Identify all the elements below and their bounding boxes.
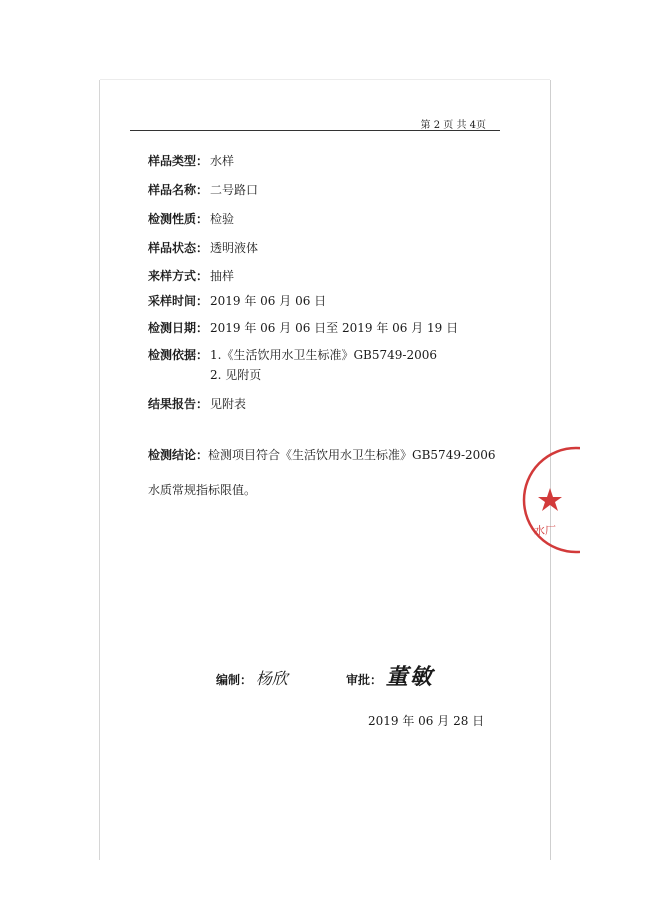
editor-sign — [216, 666, 288, 689]
basis-item: 2. 见附页 — [210, 368, 262, 382]
approver-label: 审批： — [346, 673, 383, 687]
issue-date: 2019 年 06 月 28 日 — [368, 714, 485, 728]
conclusion-continuation: 水质常规指标限值。 — [148, 483, 257, 497]
test-conclusion — [148, 446, 496, 463]
field-value: 抽样 — [210, 269, 235, 283]
field-label: 检测依据： — [148, 348, 209, 362]
field-sampling-method — [148, 267, 234, 284]
field-label: 样品名称： — [148, 183, 209, 197]
page-indicator: 第 2 页 共 4页 — [420, 120, 486, 131]
field-sampling-time — [148, 292, 326, 309]
field-label: 样品状态： — [148, 241, 209, 255]
editor-signature: 杨欣 — [255, 669, 288, 688]
field-test-nature — [148, 210, 234, 227]
field-sample-type — [148, 152, 234, 169]
basis-list — [210, 346, 437, 383]
field-label: 采样时间： — [148, 294, 209, 308]
conclusion-label: 检测结论： — [148, 448, 209, 462]
field-label: 样品类型： — [148, 154, 209, 168]
field-result-report — [148, 395, 246, 412]
field-value: 水样 — [210, 154, 235, 168]
field-test-basis — [148, 346, 437, 383]
field-label: 检测日期： — [148, 321, 209, 335]
field-test-date — [148, 319, 458, 336]
official-seal-stamp — [520, 440, 580, 560]
seal-star-icon — [538, 488, 562, 511]
seal-graphic — [520, 440, 580, 560]
field-sample-state — [148, 239, 258, 256]
field-label: 检测性质： — [148, 212, 209, 226]
approver-sign — [346, 660, 434, 691]
page-header — [130, 116, 500, 131]
field-label: 结果报告： — [148, 397, 209, 411]
field-value: 2019 年 06 月 06 日至 2019 年 06 月 19 日 — [210, 321, 459, 335]
basis-item: 1.《生活饮用水卫生标准》GB5749-2006 — [210, 348, 437, 362]
approver-signature: 董敏 — [385, 664, 434, 690]
conclusion-text: 检测项目符合《生活饮用水卫生标准》GB5749-2006 — [208, 448, 496, 462]
field-sample-name — [148, 181, 258, 198]
field-value: 见附表 — [210, 397, 247, 411]
field-value: 二号路口 — [210, 183, 259, 197]
field-value: 检验 — [210, 212, 235, 226]
editor-label: 编制： — [216, 673, 253, 687]
field-value: 透明液体 — [210, 241, 259, 255]
seal-text: 水厂 — [534, 524, 556, 537]
field-label: 来样方式： — [148, 269, 209, 283]
field-value: 2019 年 06 月 06 日 — [210, 294, 327, 308]
